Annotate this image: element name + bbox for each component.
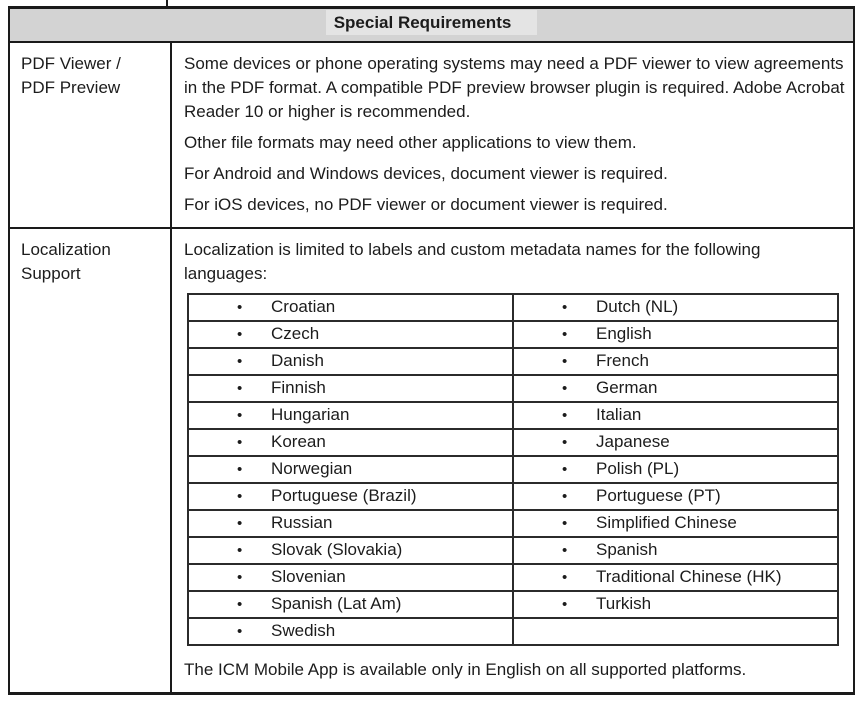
pdf-paragraph: Some devices or phone operating systems may need a PDF viewer to view agreements in the PDF format. A compatible PDF preview browser plugin is required. Adobe Acrobat Reader 10 or higher is recommended.	[184, 53, 845, 121]
bullet-icon: •	[237, 406, 243, 424]
language-cell	[188, 402, 513, 429]
language-label: Swedish	[271, 620, 336, 640]
language-cell	[188, 294, 513, 321]
language-label: Danish	[271, 350, 324, 370]
language-cell	[188, 591, 513, 618]
pdf-paragraph: Other file formats may need other applications to view them.	[184, 132, 637, 152]
language-label: Portuguese (Brazil)	[271, 485, 417, 505]
language-row	[188, 591, 838, 618]
row-label-line: Localization	[21, 239, 111, 259]
bullet-icon: •	[562, 595, 568, 613]
localization-footer-note: The ICM Mobile App is available only in English on all supported platforms.	[184, 659, 747, 679]
language-cell	[188, 456, 513, 483]
language-label: Dutch (NL)	[596, 296, 679, 316]
language-cell	[188, 321, 513, 348]
language-cell	[188, 510, 513, 537]
language-label: Spanish	[596, 539, 658, 559]
language-label: Finnish	[271, 377, 326, 397]
language-label: French	[596, 350, 649, 370]
language-label: Russian	[271, 512, 333, 532]
language-cell	[188, 618, 513, 645]
bullet-icon: •	[237, 487, 243, 505]
language-row	[188, 429, 838, 456]
language-cell	[513, 402, 838, 429]
language-label: Traditional Chinese (HK)	[596, 566, 782, 586]
bullet-icon: •	[562, 487, 568, 505]
language-label: Italian	[596, 404, 642, 424]
bullet-icon: •	[237, 433, 243, 451]
bullet-icon: •	[237, 514, 243, 532]
bullet-icon: •	[237, 541, 243, 559]
bullet-icon: •	[237, 622, 243, 640]
language-cell	[513, 564, 838, 591]
language-label: Czech	[271, 323, 320, 343]
language-label: Japanese	[596, 431, 670, 451]
language-row	[188, 321, 838, 348]
language-cell	[188, 537, 513, 564]
language-label: Slovenian	[271, 566, 346, 586]
language-cell	[513, 456, 838, 483]
bullet-icon: •	[562, 352, 568, 370]
special-requirements-table	[8, 6, 855, 695]
language-cell-empty	[513, 618, 838, 645]
bullet-icon: •	[562, 514, 568, 532]
language-row	[188, 483, 838, 510]
language-cell	[188, 375, 513, 402]
language-row	[188, 375, 838, 402]
row-label-line: Support	[21, 263, 81, 283]
bullet-icon: •	[237, 379, 243, 397]
bullet-icon: •	[562, 406, 568, 424]
language-label: German	[596, 377, 658, 397]
bullet-icon: •	[237, 568, 243, 586]
language-cell	[513, 591, 838, 618]
bullet-icon: •	[237, 325, 243, 343]
language-table-body	[188, 294, 838, 645]
language-row	[188, 456, 838, 483]
language-label: Polish (PL)	[596, 458, 680, 478]
language-row	[188, 294, 838, 321]
language-row	[188, 348, 838, 375]
table-header-cell	[9, 8, 854, 42]
language-row	[188, 618, 838, 645]
bullet-icon: •	[562, 541, 568, 559]
localization-row	[9, 228, 854, 694]
bullet-icon: •	[562, 568, 568, 586]
language-cell	[188, 564, 513, 591]
pdf-viewer-label-cell	[9, 42, 171, 228]
language-cell	[188, 348, 513, 375]
language-label: Spanish (Lat Am)	[271, 593, 402, 613]
localization-content-cell	[171, 228, 854, 694]
language-table	[187, 293, 839, 646]
language-label: Hungarian	[271, 404, 350, 424]
language-label: Norwegian	[271, 458, 353, 478]
bullet-icon: •	[237, 298, 243, 316]
language-cell	[188, 483, 513, 510]
pdf-viewer-content-cell	[171, 42, 854, 228]
previous-row-column-divider	[166, 0, 168, 6]
bullet-icon: •	[562, 460, 568, 478]
language-row	[188, 402, 838, 429]
language-label: Korean	[271, 431, 326, 451]
bullet-icon: •	[562, 433, 568, 451]
language-row	[188, 537, 838, 564]
language-cell	[513, 321, 838, 348]
language-cell	[513, 429, 838, 456]
pdf-paragraph: For iOS devices, no PDF viewer or document viewer is required.	[184, 194, 668, 214]
language-cell	[513, 483, 838, 510]
bullet-icon: •	[562, 325, 568, 343]
localization-label-cell	[9, 228, 171, 694]
language-cell	[513, 348, 838, 375]
bullet-icon: •	[237, 595, 243, 613]
language-cell	[513, 510, 838, 537]
bullet-icon: •	[237, 352, 243, 370]
language-row	[188, 510, 838, 537]
table-title: Special Requirements	[326, 10, 538, 35]
pdf-viewer-row	[9, 42, 854, 228]
language-label: Turkish	[596, 593, 652, 613]
language-cell	[513, 537, 838, 564]
row-label-line: PDF Viewer /	[21, 53, 121, 73]
language-cell	[513, 375, 838, 402]
previous-row-remnant	[0, 0, 862, 6]
table-header-row	[9, 8, 854, 42]
pdf-paragraph: For Android and Windows devices, document viewer is required.	[184, 163, 668, 183]
language-row	[188, 564, 838, 591]
language-label: English	[596, 323, 652, 343]
bullet-icon: •	[562, 298, 568, 316]
language-label: Slovak (Slovakia)	[271, 539, 403, 559]
language-cell	[513, 294, 838, 321]
language-label: Croatian	[271, 296, 336, 316]
bullet-icon: •	[237, 460, 243, 478]
language-cell	[188, 429, 513, 456]
row-label-line: PDF Preview	[21, 77, 121, 97]
language-label: Simplified Chinese	[596, 512, 737, 532]
language-label: Portuguese (PT)	[596, 485, 721, 505]
bullet-icon: •	[562, 379, 568, 397]
localization-intro: Localization is limited to labels and custom metadata names for the following languages:	[184, 239, 761, 283]
